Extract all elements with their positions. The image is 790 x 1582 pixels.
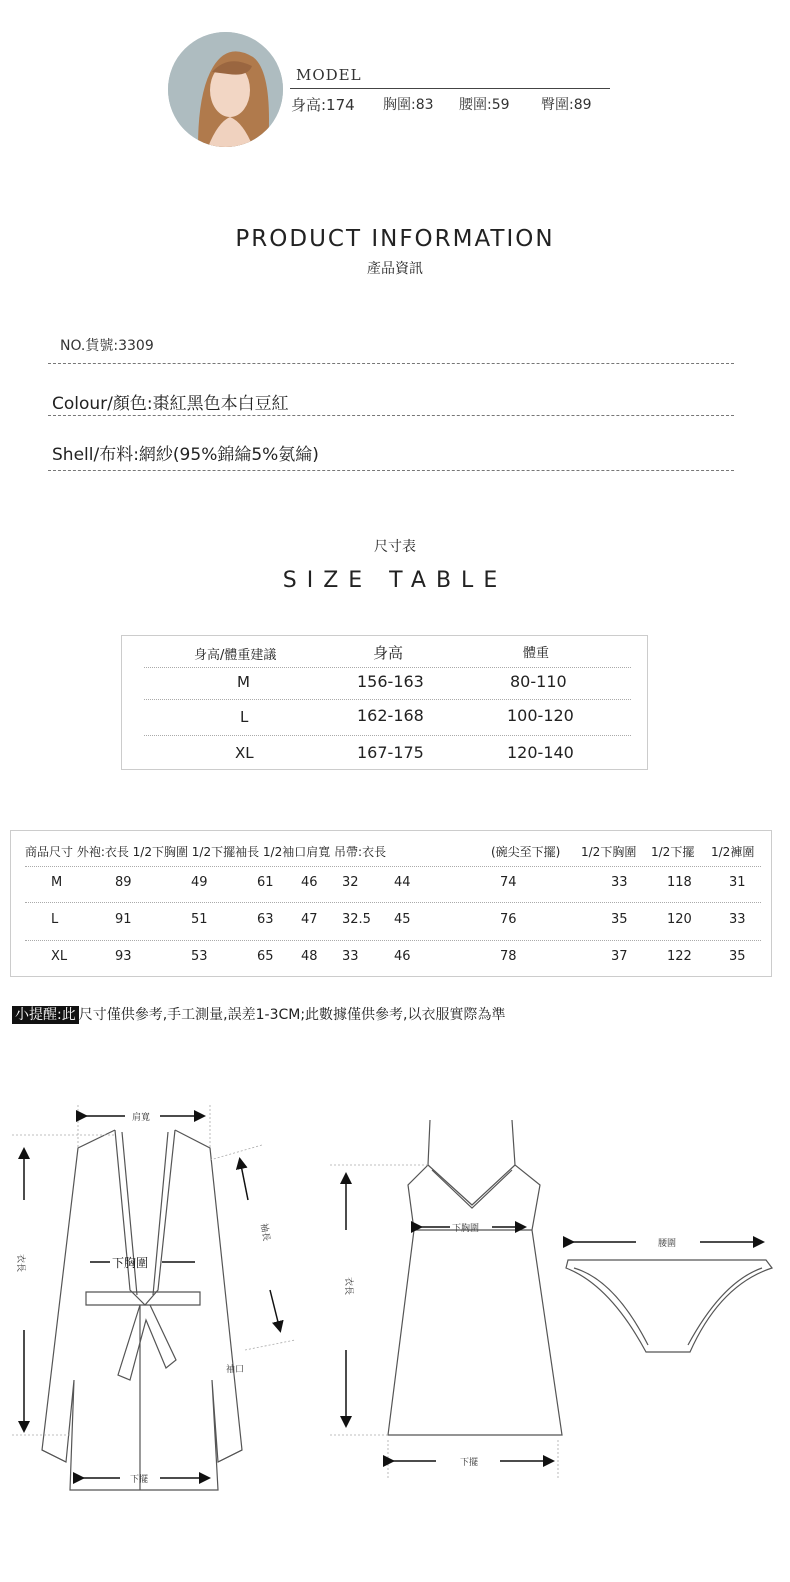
model-avatar <box>168 32 283 147</box>
table-cell: 162-168 <box>357 706 424 725</box>
slip-diagram <box>388 1120 562 1435</box>
row-divider <box>25 902 761 903</box>
row-divider <box>144 699 631 700</box>
size-table-header: 體重 <box>523 646 550 661</box>
model-bust: 胸圍:83 <box>383 97 434 113</box>
table-cell: 76 <box>500 912 517 927</box>
model-hip: 臀圍:89 <box>541 97 592 113</box>
model-label: MODEL <box>296 66 362 84</box>
table-cell: 63 <box>257 912 274 927</box>
table-cell: 49 <box>191 875 208 890</box>
reminder-tag: 小提醒:此 <box>12 1006 79 1024</box>
label-cuff: 袖口 <box>226 1365 245 1375</box>
table-cell: 122 <box>667 949 692 964</box>
table-cell: 65 <box>257 949 274 964</box>
measure-header: 1/2下擺 <box>651 845 695 859</box>
label-length: 衣長 <box>15 1254 25 1273</box>
table-cell: 45 <box>394 912 411 927</box>
table-cell: 74 <box>500 875 517 890</box>
table-cell: XL <box>51 949 68 964</box>
model-waist: 腰圍:59 <box>459 97 510 113</box>
divider <box>48 363 734 364</box>
table-cell: 32 <box>342 875 359 890</box>
measure-header: 1/2下胸圍 <box>581 845 637 859</box>
measure-header: (碗尖至下擺) <box>491 845 561 859</box>
table-cell: 35 <box>729 949 746 964</box>
table-cell: 48 <box>301 949 318 964</box>
table-cell: 46 <box>394 949 411 964</box>
table-cell: 33 <box>729 912 746 927</box>
row-divider <box>144 735 631 736</box>
size-table-subtitle: 尺寸表 <box>374 539 416 555</box>
table-cell: 37 <box>611 949 628 964</box>
size-table-title: SIZE TABLE <box>282 568 508 593</box>
reminder-text: 尺寸僅供參考,手工測量,誤差1-3CM;此數據僅供參考,以衣服實際為準 <box>78 1007 506 1023</box>
label-waist: 腰圍 <box>658 1239 677 1249</box>
row-divider <box>25 940 761 941</box>
size-table-header: 身高/體重建議 <box>194 648 277 663</box>
divider <box>48 415 734 416</box>
table-cell: 35 <box>611 912 628 927</box>
label-slip-length: 衣長 <box>343 1277 353 1296</box>
row-divider <box>144 667 631 668</box>
table-cell: 91 <box>115 912 132 927</box>
colour-row: Colour/顏色:棗紅黑色本白豆紅 <box>52 394 289 414</box>
robe-diagram <box>42 1130 245 1490</box>
table-cell: 80-110 <box>510 672 567 691</box>
table-cell: 44 <box>394 875 411 890</box>
table-cell: M <box>237 673 250 691</box>
label-sleeve: 袖長 <box>257 1222 271 1243</box>
size-table-header: 身高 <box>373 644 404 662</box>
label-shoulder: 肩寬 <box>132 1113 151 1123</box>
table-cell: 31 <box>729 875 746 890</box>
table-cell: 100-120 <box>507 706 574 725</box>
label-hem: 下擺 <box>130 1475 149 1485</box>
table-cell: 120 <box>667 912 692 927</box>
table-cell: 33 <box>611 875 628 890</box>
measure-header: 商品尺寸 外袍:衣長 1/2下胸圍 1/2下擺袖長 1/2袖口肩寬 吊帶:衣長 <box>25 845 387 859</box>
item-number: NO.貨號:3309 <box>60 338 154 354</box>
product-info-subtitle: 產品資訊 <box>367 261 423 277</box>
table-cell: 118 <box>667 875 692 890</box>
measure-header: 1/2褲圍 <box>711 845 755 859</box>
model-divider <box>290 88 610 89</box>
label-underbust: 下胸圍 <box>112 1256 149 1270</box>
table-cell: 93 <box>115 949 132 964</box>
label-slip-hem: 下擺 <box>460 1458 479 1468</box>
shell-row: Shell/布料:網紗(95%錦綸5%氨綸) <box>52 445 319 465</box>
table-cell: 53 <box>191 949 208 964</box>
table-cell: 46 <box>301 875 318 890</box>
table-cell: 89 <box>115 875 132 890</box>
table-cell: 78 <box>500 949 517 964</box>
table-cell: XL <box>235 744 254 762</box>
size-table <box>121 635 648 770</box>
table-cell: 32.5 <box>342 912 371 927</box>
table-cell: L <box>240 708 249 726</box>
divider <box>48 470 734 471</box>
garment-diagrams <box>0 1090 790 1510</box>
measurement-table <box>10 830 772 977</box>
table-cell: 51 <box>191 912 208 927</box>
table-cell: M <box>51 875 63 890</box>
table-cell: 33 <box>342 949 359 964</box>
table-cell: 120-140 <box>507 743 574 762</box>
table-cell: 156-163 <box>357 672 424 691</box>
panties-diagram <box>566 1260 772 1352</box>
product-info-title: PRODUCT INFORMATION <box>235 226 555 252</box>
table-cell: L <box>51 912 59 927</box>
label-slip-underbust: 下胸圍 <box>452 1224 480 1234</box>
model-height: 身高:174 <box>291 96 355 114</box>
reminder <box>12 1004 506 1024</box>
table-cell: 47 <box>301 912 318 927</box>
row-divider <box>25 866 761 867</box>
table-cell: 167-175 <box>357 743 424 762</box>
table-cell: 61 <box>257 875 274 890</box>
